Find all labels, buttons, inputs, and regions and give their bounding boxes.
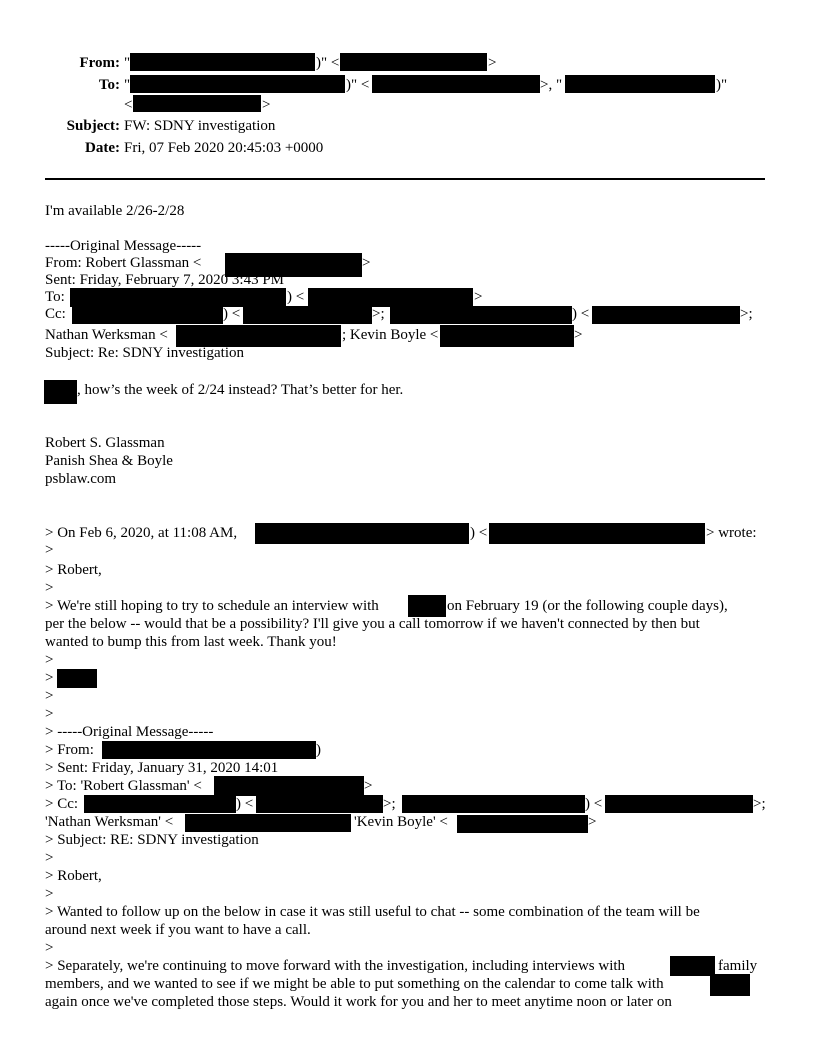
redaction [256,795,383,813]
redaction [308,288,473,307]
quoted1-p1a: > We're still hoping to try to schedule an interview with [45,598,379,614]
quoted2-greeting: > Robert, [45,868,102,884]
to-quote-mid: )" < [346,77,370,93]
signature-site: psblaw.com [45,471,117,487]
quoted2-to-end: > [364,778,373,794]
orig1-cc2-b: ; Kevin Boyle < [342,327,439,343]
orig1-cc: Cc: [45,306,66,322]
redaction [57,669,97,688]
to2-close: > [262,97,271,113]
orig1-cc2-a: Nathan Werksman < [45,327,168,343]
quoted2-cc2-b: 'Kevin Boyle' < [354,814,448,830]
redaction [72,306,223,324]
orig1-cc-mid1: ) < [223,306,241,322]
quote-marker: > [45,706,54,722]
quoted2-cc: > Cc: [45,796,79,812]
redaction [185,814,351,832]
date-value: Fri, 07 Feb 2020 20:45:03 +0000 [124,140,324,156]
redaction [130,75,345,93]
quote-marker: > [45,688,54,704]
orig1-to-mid: ) < [287,289,305,305]
quoted2-p1a: > Wanted to follow up on the below in case it was still useful to chat -- some combination of the team will be [45,904,700,920]
redaction [70,288,286,307]
orig1-from: From: Robert Glassman < [45,255,202,271]
redaction [670,956,715,976]
to-quote-open: " [124,77,131,93]
quoted2-cc-mid2: >; [383,796,396,812]
from-quote-mid: )" < [316,55,340,71]
redaction [84,795,236,813]
orig1-to: To: [45,289,65,305]
quoted2-p2b: members, and we wanted to see if we might be able to put something on the calendar to come talk with [45,976,664,992]
quoted1-on: > On Feb 6, 2020, at 11:08 AM, [45,525,238,541]
orig1-to-end: > [474,289,483,305]
signature-name: Robert S. Glassman [45,435,165,451]
subject-value: FW: SDNY investigation [124,118,276,134]
header-divider [45,178,765,180]
quote-marker: > [45,940,54,956]
redaction [710,974,750,996]
redaction [565,75,715,93]
orig1-separator: -----Original Message----- [45,238,202,254]
robert-message: , how’s the week of 2/24 instead? That’s better for her. [77,382,404,398]
from-label: From: [79,55,120,71]
quoted1-on-mid: ) < [470,525,488,541]
redaction [402,795,585,813]
quoted2-subject: > Subject: RE: SDNY investigation [45,832,259,848]
to-label: To: [98,77,120,93]
orig1-cc-end: >; [740,306,753,322]
quoted2-from: > From: [45,742,94,758]
orig1-cc-mid3: ) < [572,306,590,322]
quoted2-cc-mid3: ) < [585,796,603,812]
quote-marker: > [45,886,54,902]
quote-marker: > [45,580,54,596]
quoted2-p2a2: family [718,958,758,974]
quote-marker: > [45,850,54,866]
quote-marker: > [45,670,54,686]
quote-marker: > [45,652,54,668]
from-quote-open: " [124,55,131,71]
redaction [408,595,446,617]
signature-firm: Panish Shea & Boyle [45,453,173,469]
redaction [457,815,588,833]
orig1-subject: Subject: Re: SDNY investigation [45,345,245,361]
quoted2-cc2-c: > [588,814,597,830]
quoted1-p1c: per the below -- would that be a possibility? I'll give you a call tomorrow if we haven't connected by then but [45,616,700,632]
redaction [605,795,753,813]
quoted1-p1b: on February 19 (or the following couple days), [447,598,728,614]
redaction [592,306,740,324]
redaction [102,741,316,759]
redaction [44,380,77,404]
redaction [133,95,261,112]
redaction [243,306,372,324]
redaction [440,325,574,347]
redaction [130,53,315,71]
redaction [390,306,572,324]
quoted1-greeting: > Robert, [45,562,102,578]
quoted2-cc2-a: 'Nathan Werksman' < [45,814,174,830]
reply-text: I'm available 2/26-2/28 [45,203,185,219]
redaction [340,53,487,71]
to-quote-mid2: >, " [540,77,563,93]
orig1-cc2-c: > [574,327,583,343]
redaction [372,75,540,93]
orig1-sent: Sent: Friday, February 7, 2020 3:43 PM [45,272,285,288]
to-quote-close: )" [716,77,728,93]
from-quote-close: > [488,55,497,71]
quoted2-p1b: around next week if you want to have a call. [45,922,311,938]
to2-open: < [124,97,133,113]
quoted2-from-end: ) [316,742,321,758]
redaction [489,523,705,544]
quoted2-cc-end: >; [753,796,766,812]
quoted1-on-end: > wrote: [706,525,757,541]
orig1-cc-mid2: >; [372,306,385,322]
redaction [255,523,469,544]
quote-marker: > [45,542,54,558]
redaction [176,325,341,347]
quoted2-sent: > Sent: Friday, January 31, 2020 14:01 [45,760,279,776]
quoted2-p2a: > Separately, we're continuing to move forward with the investigation, including interviews with [45,958,626,974]
orig1-from-end: > [362,255,371,271]
quoted2-separator: > -----Original Message----- [45,724,214,740]
quoted2-cc-mid1: ) < [236,796,254,812]
quoted1-p1d: wanted to bump this from last week. Thank you! [45,634,337,650]
date-label: Date: [85,140,120,156]
quoted2-to: > To: 'Robert Glassman' < [45,778,202,794]
redaction [214,776,364,796]
subject-label: Subject: [66,118,120,134]
quoted2-p2c: again once we've completed those steps. Would it work for you and her to meet anytime noon or later on [45,994,672,1010]
